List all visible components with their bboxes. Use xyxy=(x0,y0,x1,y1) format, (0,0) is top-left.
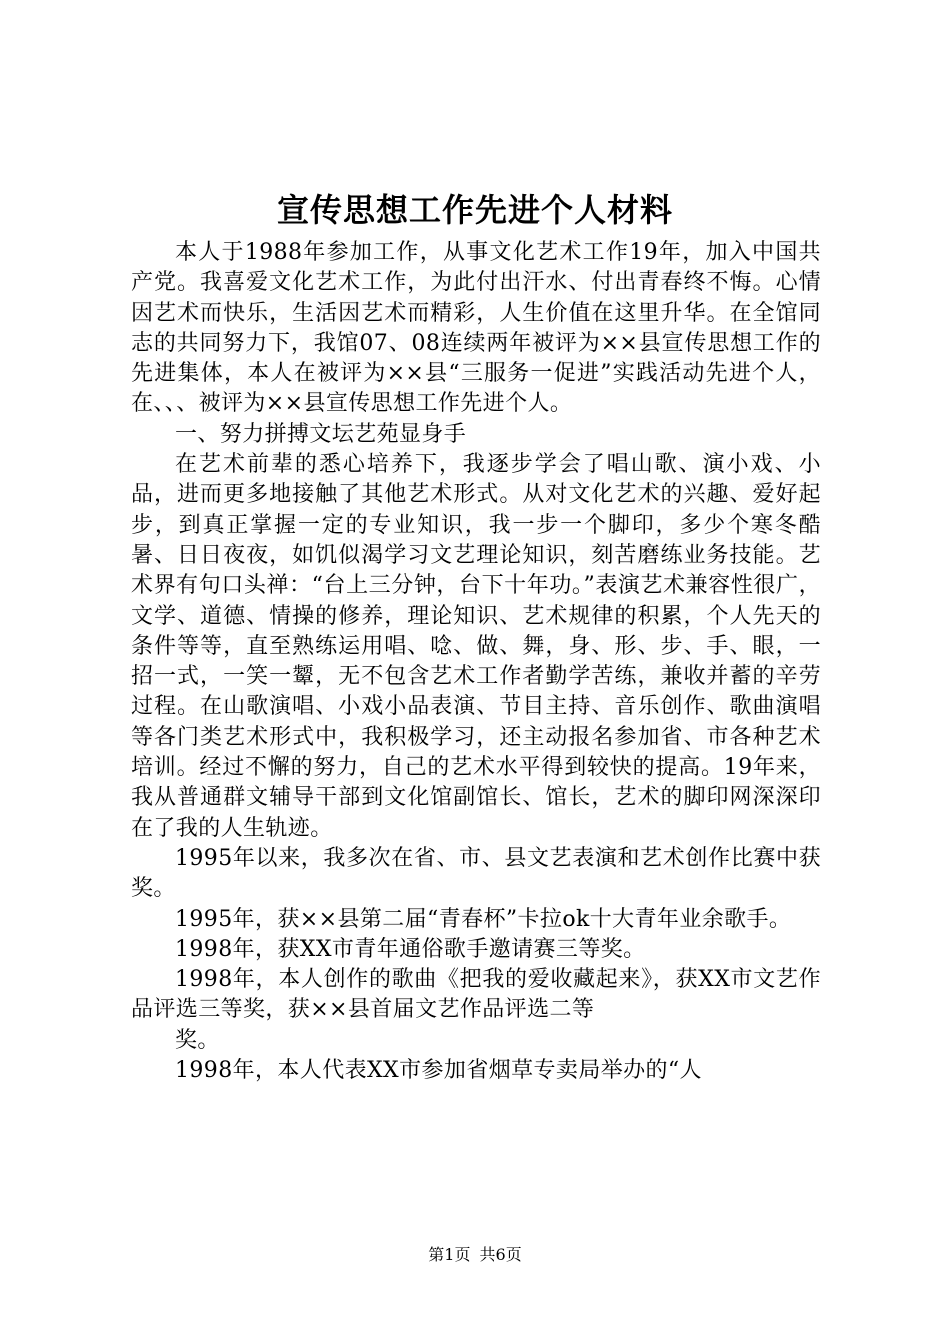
document-body xyxy=(131,238,821,1086)
paragraph-award-1998-tobacco: 1998年，本人代表XX市参加省烟草专卖局举办的“人 xyxy=(175,1058,702,1084)
paragraph-award-1998-song: 1998年，本人创作的歌曲《把我的爱收藏起来》，获XX市文艺作品评选三等奖，获××县首届文艺作品评选二等 xyxy=(131,967,821,1023)
document-title: 宣传思想工作先进个人材料 xyxy=(276,191,673,229)
paragraph-awards-intro: 1995年以来，我多次在省、市、县文艺表演和艺术创作比赛中获奖。 xyxy=(131,845,821,902)
paragraph-award-1998-song-end: 奖。 xyxy=(175,1027,220,1053)
section-heading: 一、努力拼搏文坛艺苑显身手 xyxy=(175,421,467,447)
page-total: 共6页 xyxy=(479,1245,522,1264)
paragraph-intro: 本人于1988年参加工作，从事文化艺术工作19年，加入中国共产党。我喜爱文化艺术工作，为此付出汗水、付出青春终不悔。心情因艺术而快乐，生活因艺术而精彩，人生价值在这里升华。在全馆同志的共同努力下，我馆07、08连续两年被评为××县宣传思想工作的先进集体，本人在被评为××县“三服务一促进”实践活动先进个人，在、、、被评为××县宣传思想工作先进个人。 xyxy=(131,240,821,417)
paragraph-award-1998-singer: 1998年，获XX市青年通俗歌手邀请赛三等奖。 xyxy=(175,936,646,962)
paragraph-art-learning: 在艺术前辈的悉心培养下，我逐步学会了唱山歌、演小戏、小品，进而更多地接触了其他艺术形式。从对文化艺术的兴趣、爱好起步，到真正掌握一定的专业知识，我一步一个脚印，多少个寒冬酷暑、日日夜夜，如饥似渴学习文艺理论知识，刻苦磨练业务技能。艺术界有句口头禅：“台上三分钟，台下十年功。”表演艺术兼容性很广，文学、道德、情操的修养，理论知识、艺术规律的积累，个人先天的条件等等，直至熟练运用唱、唸、做、舞，身、形、步、手、眼，一招一式，一笑一颦，无不包含艺术工作者勤学苦练，兼收并蓄的辛劳过程。在山歌演唱、小戏小品表演、节目主持、音乐创作、歌曲演唱等各门类艺术形式中，我积极学习，还主动报名参加省、市各种艺术培训。经过不懈的努力，自己的艺术水平得到较快的提高。19年来，我从普通群文辅导干部到文化馆副馆长、馆长，艺术的脚印网深深印在了我的人生轨迹。 xyxy=(131,452,821,841)
page-number: 第1页 xyxy=(428,1245,471,1264)
page-footer xyxy=(0,1244,950,1266)
paragraph-award-1995: 1995年，获××县第二届“青春杯”卡拉ok十大青年业余歌手。 xyxy=(175,906,792,932)
